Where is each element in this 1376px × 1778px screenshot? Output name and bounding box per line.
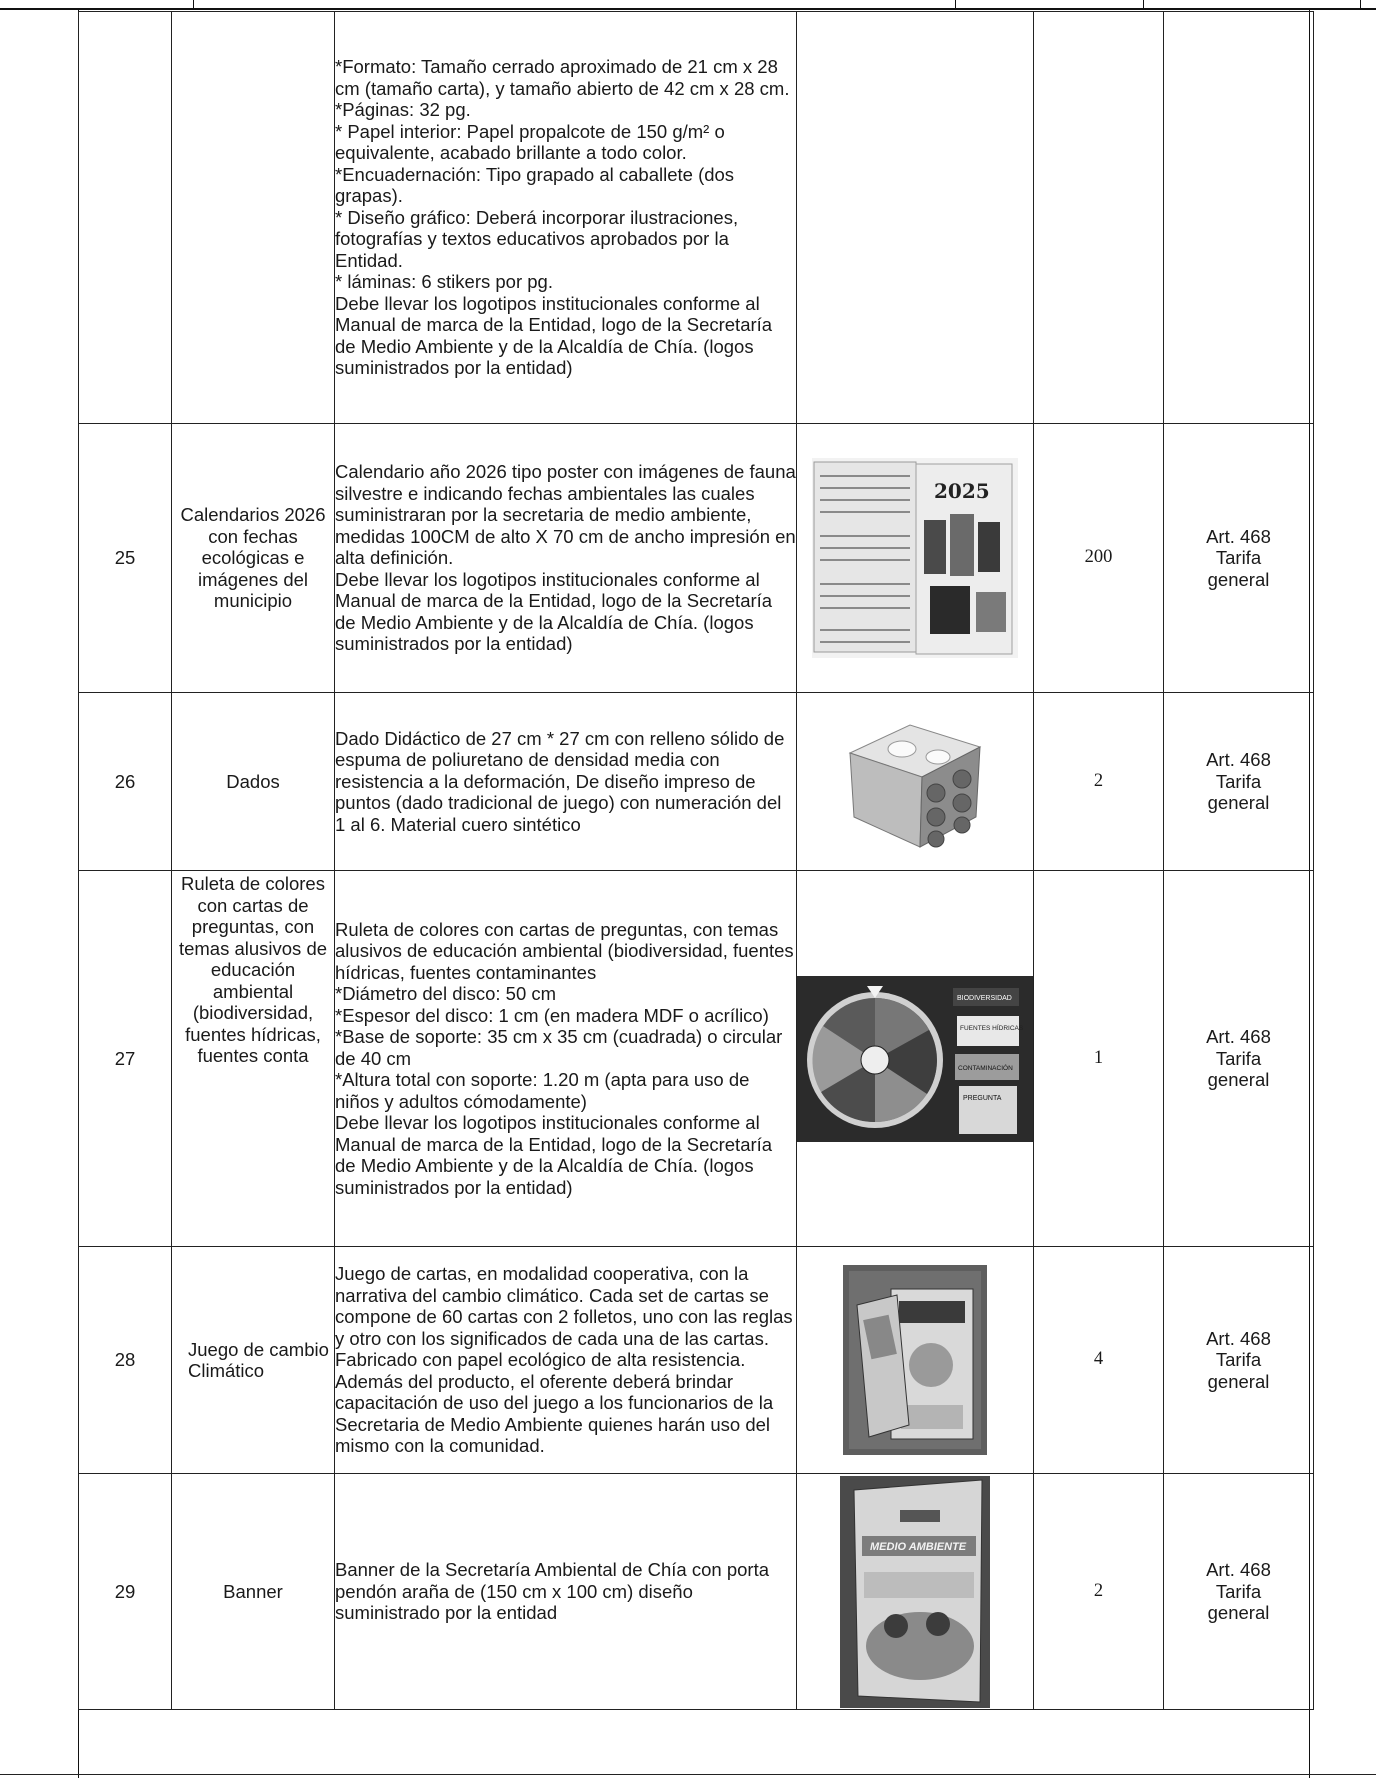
table-row: [79, 871, 1314, 1247]
item-tax: Art. 468 Tarifa general: [1164, 871, 1314, 1247]
table-row: [79, 693, 1314, 871]
item-tax: Art. 468 Tarifa general: [1164, 1247, 1314, 1474]
item-image-cell: [797, 424, 1034, 693]
svg-text:BIODIVERSIDAD: BIODIVERSIDAD: [957, 994, 1012, 1002]
table-row: [79, 424, 1314, 693]
item-description: Ruleta de colores con cartas de preguntas, con temas alusivos de educación ambiental (biodiversidad, fuentes hídricas, fuentes contaminantes *Diámetro del disco: 50 cm *Espesor del disco: 1 cm (en madera MDF o acrílico) *Base de soporte: 35 cm x 35 cm (cuadrada) o circular de 40 cm *Altura total con soporte: 1.20 m (apta para uso de niños y adultos cómodamente) Debe llevar los logotipos institucionales conforme al Manual de marca de la Entidad, logo de la Secretaría de Medio Ambiente y de la Alcaldía de Chía. (logos suministrados por la entidad): [335, 871, 797, 1247]
item-number: 25: [79, 424, 172, 693]
banner-photo: [840, 1476, 990, 1708]
table-row: [79, 1247, 1314, 1474]
item-name: Banner: [172, 1474, 335, 1710]
svg-text:FUENTES HÍDRICAS: FUENTES HÍDRICAS: [960, 1024, 1024, 1032]
calendar-year-text: 2025: [934, 479, 990, 503]
item-description: Calendario año 2026 tipo poster con imágenes de fauna silvestre e indicando fechas ambientales las cuales suministraran por la secretaria de medio ambiente, medidas 100CM de alto X 70 cm de ancho impresión en alta definición. Debe llevar los logotipos institucionales conforme al Manual de marca de la Entidad, logo de la Secretaría de Medio Ambiente y de la Alcaldía de Chía. (logos suministrados por la entidad): [335, 424, 797, 693]
banner-title-text: MEDIO AMBIENTE: [870, 1541, 967, 1553]
item-tax: [1164, 12, 1314, 424]
item-image-cell: [797, 1474, 1034, 1710]
item-number: 26: [79, 693, 172, 871]
item-quantity: 1: [1034, 871, 1164, 1247]
item-name: Ruleta de colores con cartas de preguntas, con temas alusivos de educación ambiental (biodiversidad, fuentes hídricas, fuentes conta: [172, 871, 335, 1247]
page-bottom-rule: [0, 1774, 1376, 1775]
item-name: [172, 12, 335, 424]
item-number: 27: [79, 871, 172, 1247]
item-name: Juego de cambio Climático: [172, 1247, 335, 1474]
svg-text:PREGUNTA: PREGUNTA: [963, 1094, 1002, 1102]
table-row: [79, 1474, 1314, 1710]
item-image-cell: [797, 871, 1034, 1247]
item-quantity: 200: [1034, 424, 1164, 693]
item-quantity: 4: [1034, 1247, 1164, 1474]
items-table: [78, 11, 1314, 1710]
svg-text:CONTAMINACIÓN: CONTAMINACIÓN: [958, 1064, 1013, 1072]
roulette-photo: [797, 976, 1033, 1142]
item-description: Banner de la Secretaría Ambiental de Chía con porta pendón araña de (150 cm x 100 cm) diseño suministrado por la entidad: [335, 1474, 797, 1710]
item-number: [79, 12, 172, 424]
calendar-photo: [812, 458, 1018, 658]
dice-photo: [840, 713, 990, 851]
item-name: Dados: [172, 693, 335, 871]
item-name: Calendarios 2026 con fechas ecológicas e imágenes del municipio: [172, 424, 335, 693]
item-image-cell: [797, 12, 1034, 424]
item-quantity: 2: [1034, 1474, 1164, 1710]
table-row: [79, 12, 1314, 424]
item-tax: Art. 468 Tarifa general: [1164, 424, 1314, 693]
item-image-cell: [797, 693, 1034, 871]
item-number: 29: [79, 1474, 172, 1710]
item-quantity: 2: [1034, 693, 1164, 871]
item-description: Juego de cartas, en modalidad cooperativa, con la narrativa del cambio climático. Cada set de cartas se compone de 60 cartas con 2 folletos, uno con las reglas y otro con los significados de cada una de las cartas. Fabricado con papel ecológico de alta resistencia. Además del producto, el oferente deberá brindar capacitación de uso del juego a los funcionarios de la Secretaria de Medio Ambiente quienes harán uso del mismo con la comunidad.: [335, 1247, 797, 1474]
item-number: 28: [79, 1247, 172, 1474]
item-tax: Art. 468 Tarifa general: [1164, 1474, 1314, 1710]
card-game-photo: [843, 1265, 987, 1455]
item-image-cell: [797, 1247, 1034, 1474]
item-quantity: [1034, 12, 1164, 424]
item-tax: Art. 468 Tarifa general: [1164, 693, 1314, 871]
item-description: *Formato: Tamaño cerrado aproximado de 21 cm x 28 cm (tamaño carta), y tamaño abierto de 42 cm x 28 cm. *Páginas: 32 pg. * Papel interior: Papel propalcote de 150 g/m² o equivalente, acabado brillante a todo color. *Encuadernación: Tipo grapado al caballete (dos grapas). * Diseño gráfico: Deberá incorporar ilustraciones, fotografías y textos educativos aprobados por la Entidad. * láminas: 6 stikers por pg. Debe llevar los logotipos institucionales conforme al Manual de marca de la Entidad, logo de la Secretaría de Medio Ambiente y de la Alcaldía de Chía. (logos suministrados por la entidad): [335, 12, 797, 424]
item-description: Dado Didáctico de 27 cm * 27 cm con relleno sólido de espuma de poliuretano de densidad media con resistencia a la deformación, De diseño impreso de puntos (dado tradicional de juego) con numeración del 1 al 6. Material cuero sintético: [335, 693, 797, 871]
